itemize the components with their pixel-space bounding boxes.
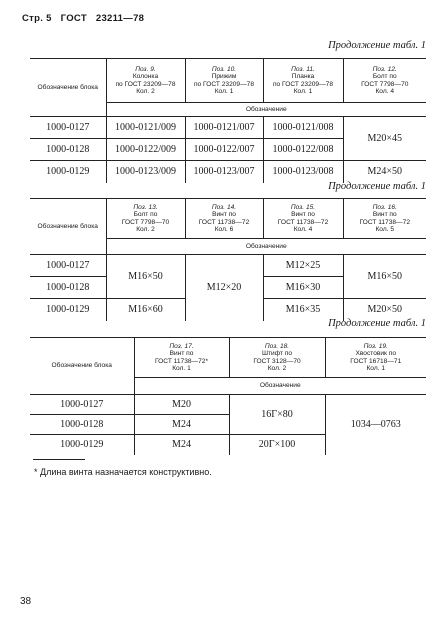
page-label: Стр. 5 <box>22 13 52 24</box>
col-header-pos19: Поз. 19. Хвостовик по ГОСТ 16718—71 Кол. 1 <box>325 338 426 378</box>
table-1: Обозначение блока Поз. 9. Колонка по ГОСТ 23209—78 Кол. 2 Поз. 10. Прижим по ГОСТ 23209—78 Кол. 1 Поз. 11. Планка по ГОСТ 23209—78 Кол. 1 Поз. 12. Болт по ГОСТ 7798—70 Кол. 4 Обозначение 1000-0127 1000-0121/009 1000-0121/007 1000-0121/008 M20×45 1000-0128 1000-0122/009 1000-0122/007 1000-0122/008 1000-0129 1000-0123/009 1000-0123/007 1000-0123/008 M24×50 <box>30 58 426 183</box>
table-row: 1000-0127 <box>46 121 90 133</box>
page-header <box>22 13 150 24</box>
col-header-pos16: Поз. 16. Винт по ГОСТ 11738—72 Кол. 5 <box>343 199 426 239</box>
designation-header: Обозначение <box>134 378 426 395</box>
col-header-pos14: Поз. 14. Винт по ГОСТ 11738—72 Кол. 6 <box>185 199 263 239</box>
col-header-pos11: Поз. 11. Планка по ГОСТ 23209—78 Кол. 1 <box>263 59 343 103</box>
designation-header: Обозначение <box>106 103 426 117</box>
continuation-caption-1: Продолжение табл. 1 <box>328 40 426 51</box>
page-number: 38 <box>20 596 32 607</box>
table-2: Обозначение блока Поз. 13. Болт по ГОСТ 7798—70 Кол. 2 Поз. 14. Винт по ГОСТ 11738—72 Кол. 6 Поз. 15. Винт по ГОСТ 11738—72 Кол. 4 Поз. 16. Винт по ГОСТ 11738—72 Кол. 5 Обозначение 1000-0127 M16×50 M12×20 M12×25 M16×50 1000-0128 M16×30 1000-0129 M16×60 M16×35 M20×50 <box>30 198 426 321</box>
designation-header: Обозначение <box>106 239 426 255</box>
table-row: 1000-0129 <box>30 161 106 183</box>
table-3: Обозначение блока Поз. 17. Винт по ГОСТ 11738—72* Кол. 1 Поз. 18. Штифт по ГОСТ 3128—70 Кол. 2 Поз. 19. Хвостовик по ГОСТ 16718—71 Кол. 1 Обозначение 1000-0127 M20 16Г×80 1034—0763 1000-0128 M24 1000-0129 M24 20Г×100 <box>30 337 426 455</box>
table-row: 1000-0129 <box>30 299 106 321</box>
table-row: 1000-0128 <box>30 277 106 299</box>
col-header-pos10: Поз. 10. Прижим по ГОСТ 23209—78 Кол. 1 <box>185 59 263 103</box>
col-header-pos13: Поз. 13. Болт по ГОСТ 7798—70 Кол. 2 <box>106 199 185 239</box>
block-header: Обозначение блока <box>37 83 98 91</box>
gost-number: 23211—78 <box>95 13 145 24</box>
col-header-pos17: Поз. 17. Винт по ГОСТ 11738—72* Кол. 1 <box>134 338 229 378</box>
continuation-caption-2: Продолжение табл. 1 <box>328 181 426 192</box>
footnote-rule <box>33 459 85 460</box>
col-header-pos15: Поз. 15. Винт по ГОСТ 11738—72 Кол. 4 <box>263 199 343 239</box>
table-row: 1000-0129 <box>30 435 134 455</box>
gost-label: ГОСТ <box>60 13 87 24</box>
block-header: Обозначение блока <box>37 222 98 230</box>
table-row: 1000-0128 <box>30 415 134 435</box>
col-header-pos12: Поз. 12. Болт по ГОСТ 7798—70 Кол. 4 <box>343 59 426 103</box>
col-header-pos9: Поз. 9. Колонка по ГОСТ 23209—78 Кол. 2 <box>106 59 185 103</box>
table-row: 1000-0128 <box>30 139 106 161</box>
col-header-pos18: Поз. 18. Штифт по ГОСТ 3128—70 Кол. 2 <box>229 338 325 378</box>
table-row: 1000-0127 <box>60 398 104 410</box>
continuation-caption-3: Продолжение табл. 1 <box>328 318 426 329</box>
block-header: Обозначение блока <box>51 362 112 370</box>
footnote: * Длина винта назначается конструктивно. <box>34 467 212 477</box>
table-row: 1000-0127 <box>46 259 90 271</box>
